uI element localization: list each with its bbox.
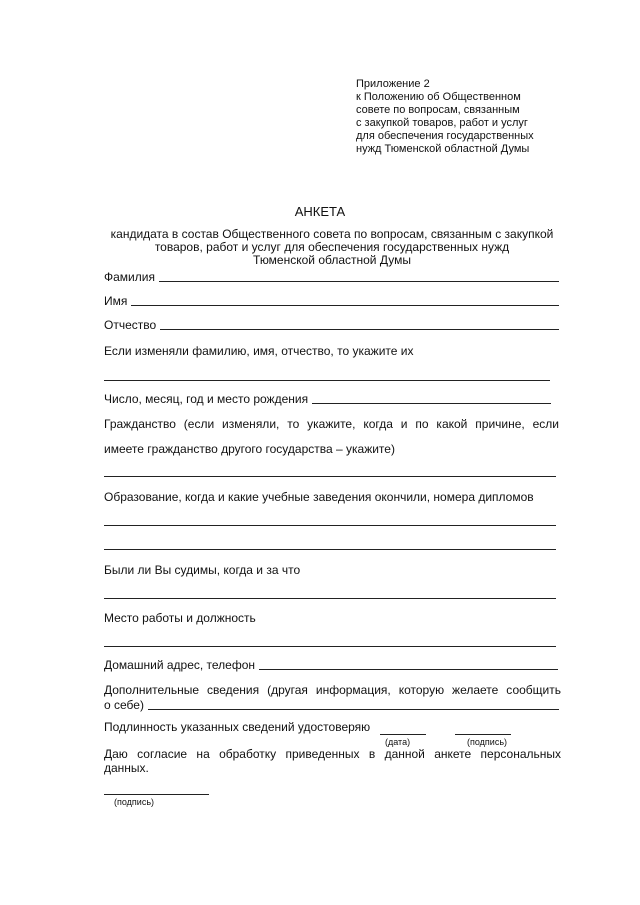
birth-field-line[interactable] (312, 402, 551, 404)
patronymic-field-line[interactable] (160, 328, 559, 330)
document-title: АНКЕТА (294, 204, 346, 219)
date-caption: (дата) (385, 737, 411, 747)
birth-row (104, 392, 551, 406)
annex-line: для обеспечения государственных (356, 130, 534, 142)
education-field-line-1[interactable] (104, 525, 556, 526)
signature-field-line[interactable] (455, 734, 511, 735)
additional-label-line-1: Дополнительные сведения (другая информация, которую желаете сообщить (104, 683, 561, 697)
workplace-field-line[interactable] (104, 646, 556, 647)
address-label: Домашний адрес, телефон (104, 658, 256, 672)
date-field-line[interactable] (380, 734, 426, 735)
surname-row (104, 270, 559, 284)
annex-line: нужд Тюменской областной Думы (356, 143, 530, 155)
additional-label-line-2: о себе) (104, 698, 144, 712)
name-change-label: Если изменяли фамилию, имя, отчество, то укажите их (104, 344, 414, 358)
bottom-signature-caption: (подпись) (114, 797, 155, 807)
conviction-field-line[interactable] (104, 598, 556, 599)
citizenship-label-line-2: имеете гражданство другого государства – укажите) (104, 442, 395, 456)
name-change-field-line[interactable] (104, 380, 550, 381)
subtitle-line: товаров, работ и услуг для обеспечения государственных нужд (154, 240, 510, 254)
annex-line: Приложение 2 (356, 78, 430, 90)
citizenship-label-line-1: Гражданство (если изменяли, то укажите, когда и по какой причине, если (104, 417, 559, 431)
certify-label: Подлинность указанных сведений удостоверяю (104, 720, 371, 734)
subtitle-line: кандидата в состав Общественного совета по вопросам, связанным с закупкой (110, 227, 554, 241)
education-field-line-2[interactable] (104, 549, 556, 550)
address-field-line[interactable] (259, 668, 558, 670)
annex-line: с закупкой товаров, работ и услуг (356, 117, 528, 129)
consent-text: Даю согласие на обработку приведенных в данной анкете персональных данных. (104, 747, 561, 775)
name-row (104, 294, 559, 308)
citizenship-field-line[interactable] (104, 476, 556, 477)
education-label: Образование, когда и какие учебные заведения окончили, номера дипломов (104, 490, 534, 504)
address-row (104, 658, 558, 672)
name-field-line[interactable] (131, 304, 559, 306)
name-label: Имя (104, 294, 128, 308)
birth-label: Число, месяц, год и место рождения (104, 392, 309, 406)
patronymic-label: Отчество (104, 318, 157, 332)
surname-field-line[interactable] (159, 280, 559, 282)
patronymic-row (104, 318, 559, 332)
conviction-label: Были ли Вы судимы, когда и за что (104, 563, 301, 577)
document-subtitle (104, 228, 560, 267)
annex-line: совете по вопросам, связанным (356, 104, 520, 116)
annex-header (356, 78, 534, 156)
additional-row (104, 698, 559, 712)
workplace-label: Место работы и должность (104, 611, 256, 625)
surname-label: Фамилия (104, 270, 155, 284)
signature-caption: (подпись) (467, 737, 508, 747)
subtitle-line: Тюменской областной Думы (253, 253, 411, 267)
additional-field-line[interactable] (148, 708, 559, 710)
bottom-signature-line[interactable] (104, 794, 209, 795)
annex-line: к Положению об Общественном (356, 91, 521, 103)
